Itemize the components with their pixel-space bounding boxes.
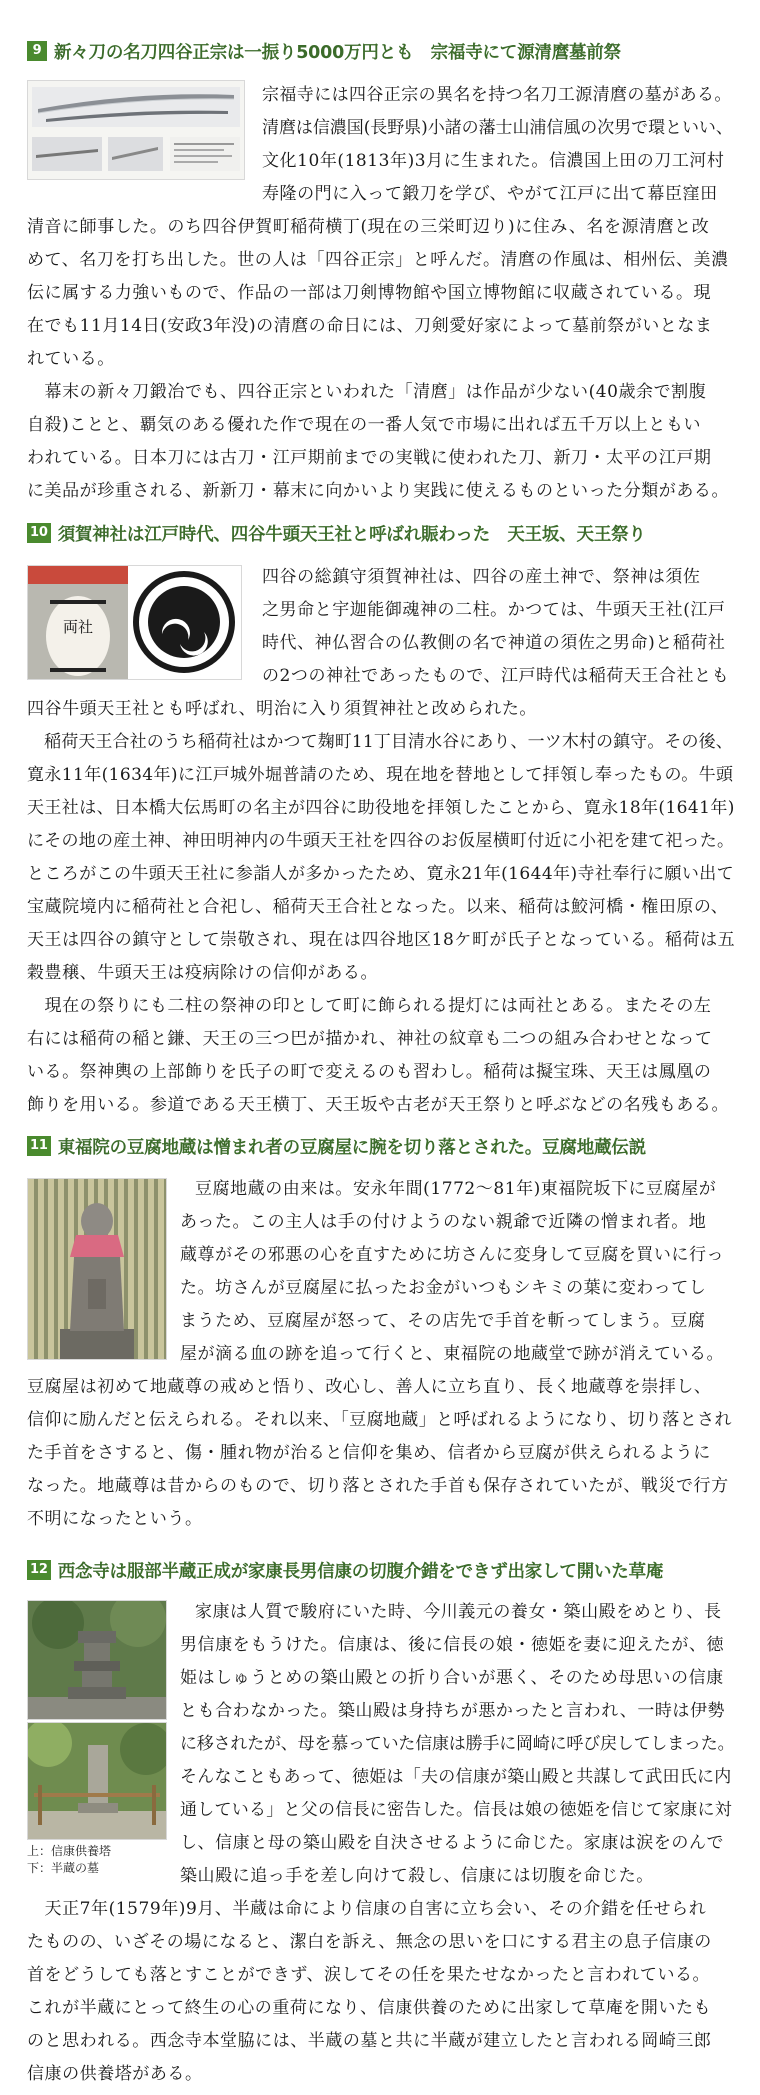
body-line: 稲荷天王合社のうち稲荷社はかつて麹町11丁目清水谷にあり、一ツ木村の鎮守。その後、 bbox=[27, 732, 733, 752]
body-line: れている。 bbox=[27, 349, 115, 369]
body-line: 之男命と宇迦能御魂神の二柱。かつては、牛頭天王社(江戸 bbox=[262, 600, 726, 620]
body-line: 文化10年(1813年)3月に生まれた。信濃国上田の刀工河村 bbox=[262, 151, 725, 171]
body-line: た手首をさすると、傷・腫れ物が治ると信仰を集め、信者から豆腐が供えられるように bbox=[27, 1443, 711, 1463]
body-line: 寿隆の門に入って鍛刀を学び、やがて江戸に出て幕臣窪田 bbox=[262, 184, 718, 204]
body-line: し、信康と母の築山殿を自決させるように命じた。家康は涙をのんで bbox=[180, 1833, 725, 1853]
memorial-tower-photo-icon bbox=[27, 1600, 167, 1720]
body-line: われている。日本刀には古刀・江戸期前までの実戦に使われた刀、新刀・太平の江戸期 bbox=[27, 448, 712, 468]
body-line: いる。祭神輿の上部飾りを氏子の町で変えるのも習わし。稲荷は擬宝珠、天王は鳳凰の bbox=[27, 1062, 712, 1082]
body-line: あった。この主人は手の付けようのない親爺で近隣の憎まれ者。地 bbox=[180, 1212, 707, 1232]
body-line: まうため、豆腐屋が怒って、その店先で手首を斬ってしまう。豆腐 bbox=[180, 1311, 706, 1331]
body-line: 四谷の総鎮守須賀神社は、四谷の産土神で、祭神は須佐 bbox=[262, 567, 701, 587]
body-line: 現在の祭りにも二柱の祭神の印として町に飾られる提灯には両社とある。またその左 bbox=[27, 996, 712, 1016]
body-line: に移されたが、母を慕っていた信康は勝手に岡崎に呼び戻してしまった。 bbox=[180, 1734, 735, 1754]
body-line: 姫はしゅうとめの築山殿との折り合いが悪く、そのため母思いの信康 bbox=[180, 1668, 724, 1688]
body-line: 右には稲荷の稲と鎌、天王の三つ巴が描かれ、神社の紋章も二つの組み合わせとなって bbox=[27, 1029, 713, 1049]
grave-photo-icon bbox=[27, 1722, 167, 1840]
body-line: のと思われる。西念寺本堂脇には、半蔵の墓と共に半蔵が建立したと言われる岡崎三郎 bbox=[27, 2031, 712, 2051]
body-line: とも合わなかった。築山殿は身持ちが悪かったと言われ、一時は伊勢 bbox=[180, 1701, 726, 1721]
body-line: 男信康をもうけた。信康は、後に信長の娘・徳姫を妻に迎えたが、徳 bbox=[180, 1635, 725, 1655]
body-line: の2つの神社であったもので、江戸時代は稲荷天王合社とも bbox=[262, 666, 730, 686]
body-line: 在でも11月14日(安政3年没)の清麿の命日には、刀剣愛好家によって墓前祭がいとなま bbox=[27, 316, 713, 336]
body-line: 首をどうしても落とすことができず、涙してその任を果たせなかったと言われている。 bbox=[27, 1965, 711, 1985]
body-line: 天王は四谷の鎮守として崇敬され、現在は四谷地区18ケ町が氏子となっている。稲荷は五 bbox=[27, 930, 736, 950]
body-line: 清麿は信濃国(長野県)小諸の藩士山浦信風の次男で環といい、 bbox=[262, 118, 733, 138]
body-line: 蔵尊がその邪悪の心を直すために坊さんに変身して豆腐を買いに行っ bbox=[180, 1245, 725, 1265]
photo-caption bbox=[27, 1843, 111, 1877]
caption-top: 上：信康供養塔 bbox=[27, 1844, 112, 1858]
section-number-badge: 10 bbox=[27, 523, 51, 543]
body-line: 不明になったという。 bbox=[27, 1509, 203, 1529]
body-line: 飾りを用いる。参道である天王横丁、天王坂や古老が天王祭りと呼ぶなどの名残もある。 bbox=[27, 1095, 729, 1115]
section-title: 新々刀の名刀四谷正宗は一振り5000万円とも 宗福寺にて源清麿墓前祭 bbox=[54, 42, 621, 63]
section-title: 東福院の豆腐地蔵は憎まれ者の豆腐屋に腕を切り落とされた。豆腐地蔵伝説 bbox=[57, 1137, 646, 1158]
body-line: 幕末の新々刀鍛冶でも、四谷正宗といわれた「清麿」は作品が少ない(40歳余で割腹 bbox=[27, 382, 707, 402]
body-line: 穀豊穣、牛頭天王は疫病除けの信仰がある。 bbox=[27, 963, 378, 983]
body-line: 天正7年(1579年)9月、半蔵は命により信康の自害に立ち会い、その介錯を任せられ bbox=[27, 1899, 707, 1919]
body-line: 築山殿に追っ手を差し向けて殺し、信康には切腹を命じた。 bbox=[180, 1866, 654, 1886]
body-line: そんなこともあって、徳姫は「夫の信康が築山殿と共謀して武田氏に内 bbox=[180, 1767, 732, 1787]
section-heading bbox=[27, 1557, 663, 1583]
body-line: 家康は人質で駿府にいた時、今川義元の養女・築山殿をめとり、長 bbox=[195, 1602, 722, 1622]
lantern-label: 両社 bbox=[62, 618, 94, 636]
section-number-badge: 11 bbox=[27, 1136, 51, 1156]
body-line: 豆腐屋は初めて地蔵尊の戒めと悟り、改心し、善人に立ち直り、長く地蔵尊を崇拝し、 bbox=[27, 1377, 712, 1397]
body-line: 屋が滴る血の跡を追って行くと、東福院の地蔵堂で跡が消えている。 bbox=[180, 1344, 725, 1364]
body-line: 天王社は、日本橋大伝馬町の名主が四谷に助役地を拝領したことから、寛永18年(1641年) bbox=[27, 798, 735, 818]
body-line: なった。地蔵尊は昔からのもので、切り落とされた手首も保存されていたが、戦災で行方 bbox=[27, 1476, 729, 1496]
section-title: 西念寺は服部半蔵正成が家康長男信康の切腹介錯をできず出家して開いた草庵 bbox=[57, 1561, 664, 1582]
body-line: 四谷牛頭天王社とも呼ばれ、明治に入り須賀神社と改められた。 bbox=[27, 699, 537, 719]
body-line: たものの、いざその場になると、潔白を訴え、無念の思いを口にする君主の息子信康の bbox=[27, 1932, 712, 1952]
body-line: ところがこの牛頭天王社に参詣人が多かったため、寛永21年(1644年)寺社奉行に願い出て bbox=[27, 864, 735, 884]
section-number-badge: 12 bbox=[27, 1560, 51, 1580]
body-line: 信康の供養塔がある。 bbox=[27, 2064, 203, 2084]
body-line: た。坊さんが豆腐屋に払ったお金がいつもシキミの葉に変わってし bbox=[180, 1278, 707, 1298]
body-line: 宗福寺には四谷正宗の異名を持つ名刀工源清麿の墓がある。 bbox=[262, 85, 732, 105]
body-line: 通している」と父の信長に密告した。信長は娘の徳姫を信じて家康に対 bbox=[180, 1800, 732, 1820]
body-line: 豆腐地蔵の由来は。安永年間(1772～81年)東福院坂下に豆腐屋が bbox=[195, 1179, 717, 1199]
section-number-badge: 9 bbox=[27, 41, 47, 61]
body-line: 伝に属する力強いもので、作品の一部は刀剣博物館や国立博物館に収蔵されている。現 bbox=[27, 283, 712, 303]
body-line: 時代、神仏習合の仏教側の名で神道の須佐之男命)と稲荷社 bbox=[262, 633, 726, 653]
caption-bottom: 下：半蔵の墓 bbox=[27, 1861, 100, 1875]
body-line: 自殺)ことと、覇気のある優れた作で現在の一番人気で市場に出れば五千万以上ともい bbox=[27, 415, 702, 435]
body-line: これが半蔵にとって終生の心の重荷になり、信康供養のために出家して草庵を開いたも bbox=[27, 1998, 712, 2018]
body-line: 寛永11年(1634年)に江戸城外堀普請のため、現在地を替地として拝領し奉ったもの。牛頭 bbox=[27, 765, 734, 785]
section-title: 須賀神社は江戸時代、四谷牛頭天王社と呼ばれ賑わった 天王坂、天王祭り bbox=[57, 524, 646, 545]
body-line: めて、名刀を打ち出した。世の人は「四谷正宗」と呼んだ。清麿の作風は、相州伝、美濃 bbox=[27, 250, 729, 270]
body-line: 清音に師事した。のち四谷伊賀町稲荷横丁(現在の三栄町辺り)に住み、名を源清麿と改 bbox=[27, 217, 710, 237]
body-line: にその地の産土神、神田明神内の牛頭天王社を四谷のお仮屋横町付近に小祀を建て祀った。 bbox=[27, 831, 735, 851]
body-line: 信仰に励んだと伝えられる。それ以来、「豆腐地蔵」と呼ばれるようになり、切り落とされ bbox=[27, 1410, 732, 1430]
body-line: 宝蔵院境内に稲荷社と合祀し、稲荷天王合社となった。以来、稲荷は鮫河橋・権田原の、 bbox=[27, 897, 729, 917]
body-line: に美品が珍重される、新新刀・幕末に向かいより実践に使えるものといった分類がある。 bbox=[27, 481, 729, 501]
